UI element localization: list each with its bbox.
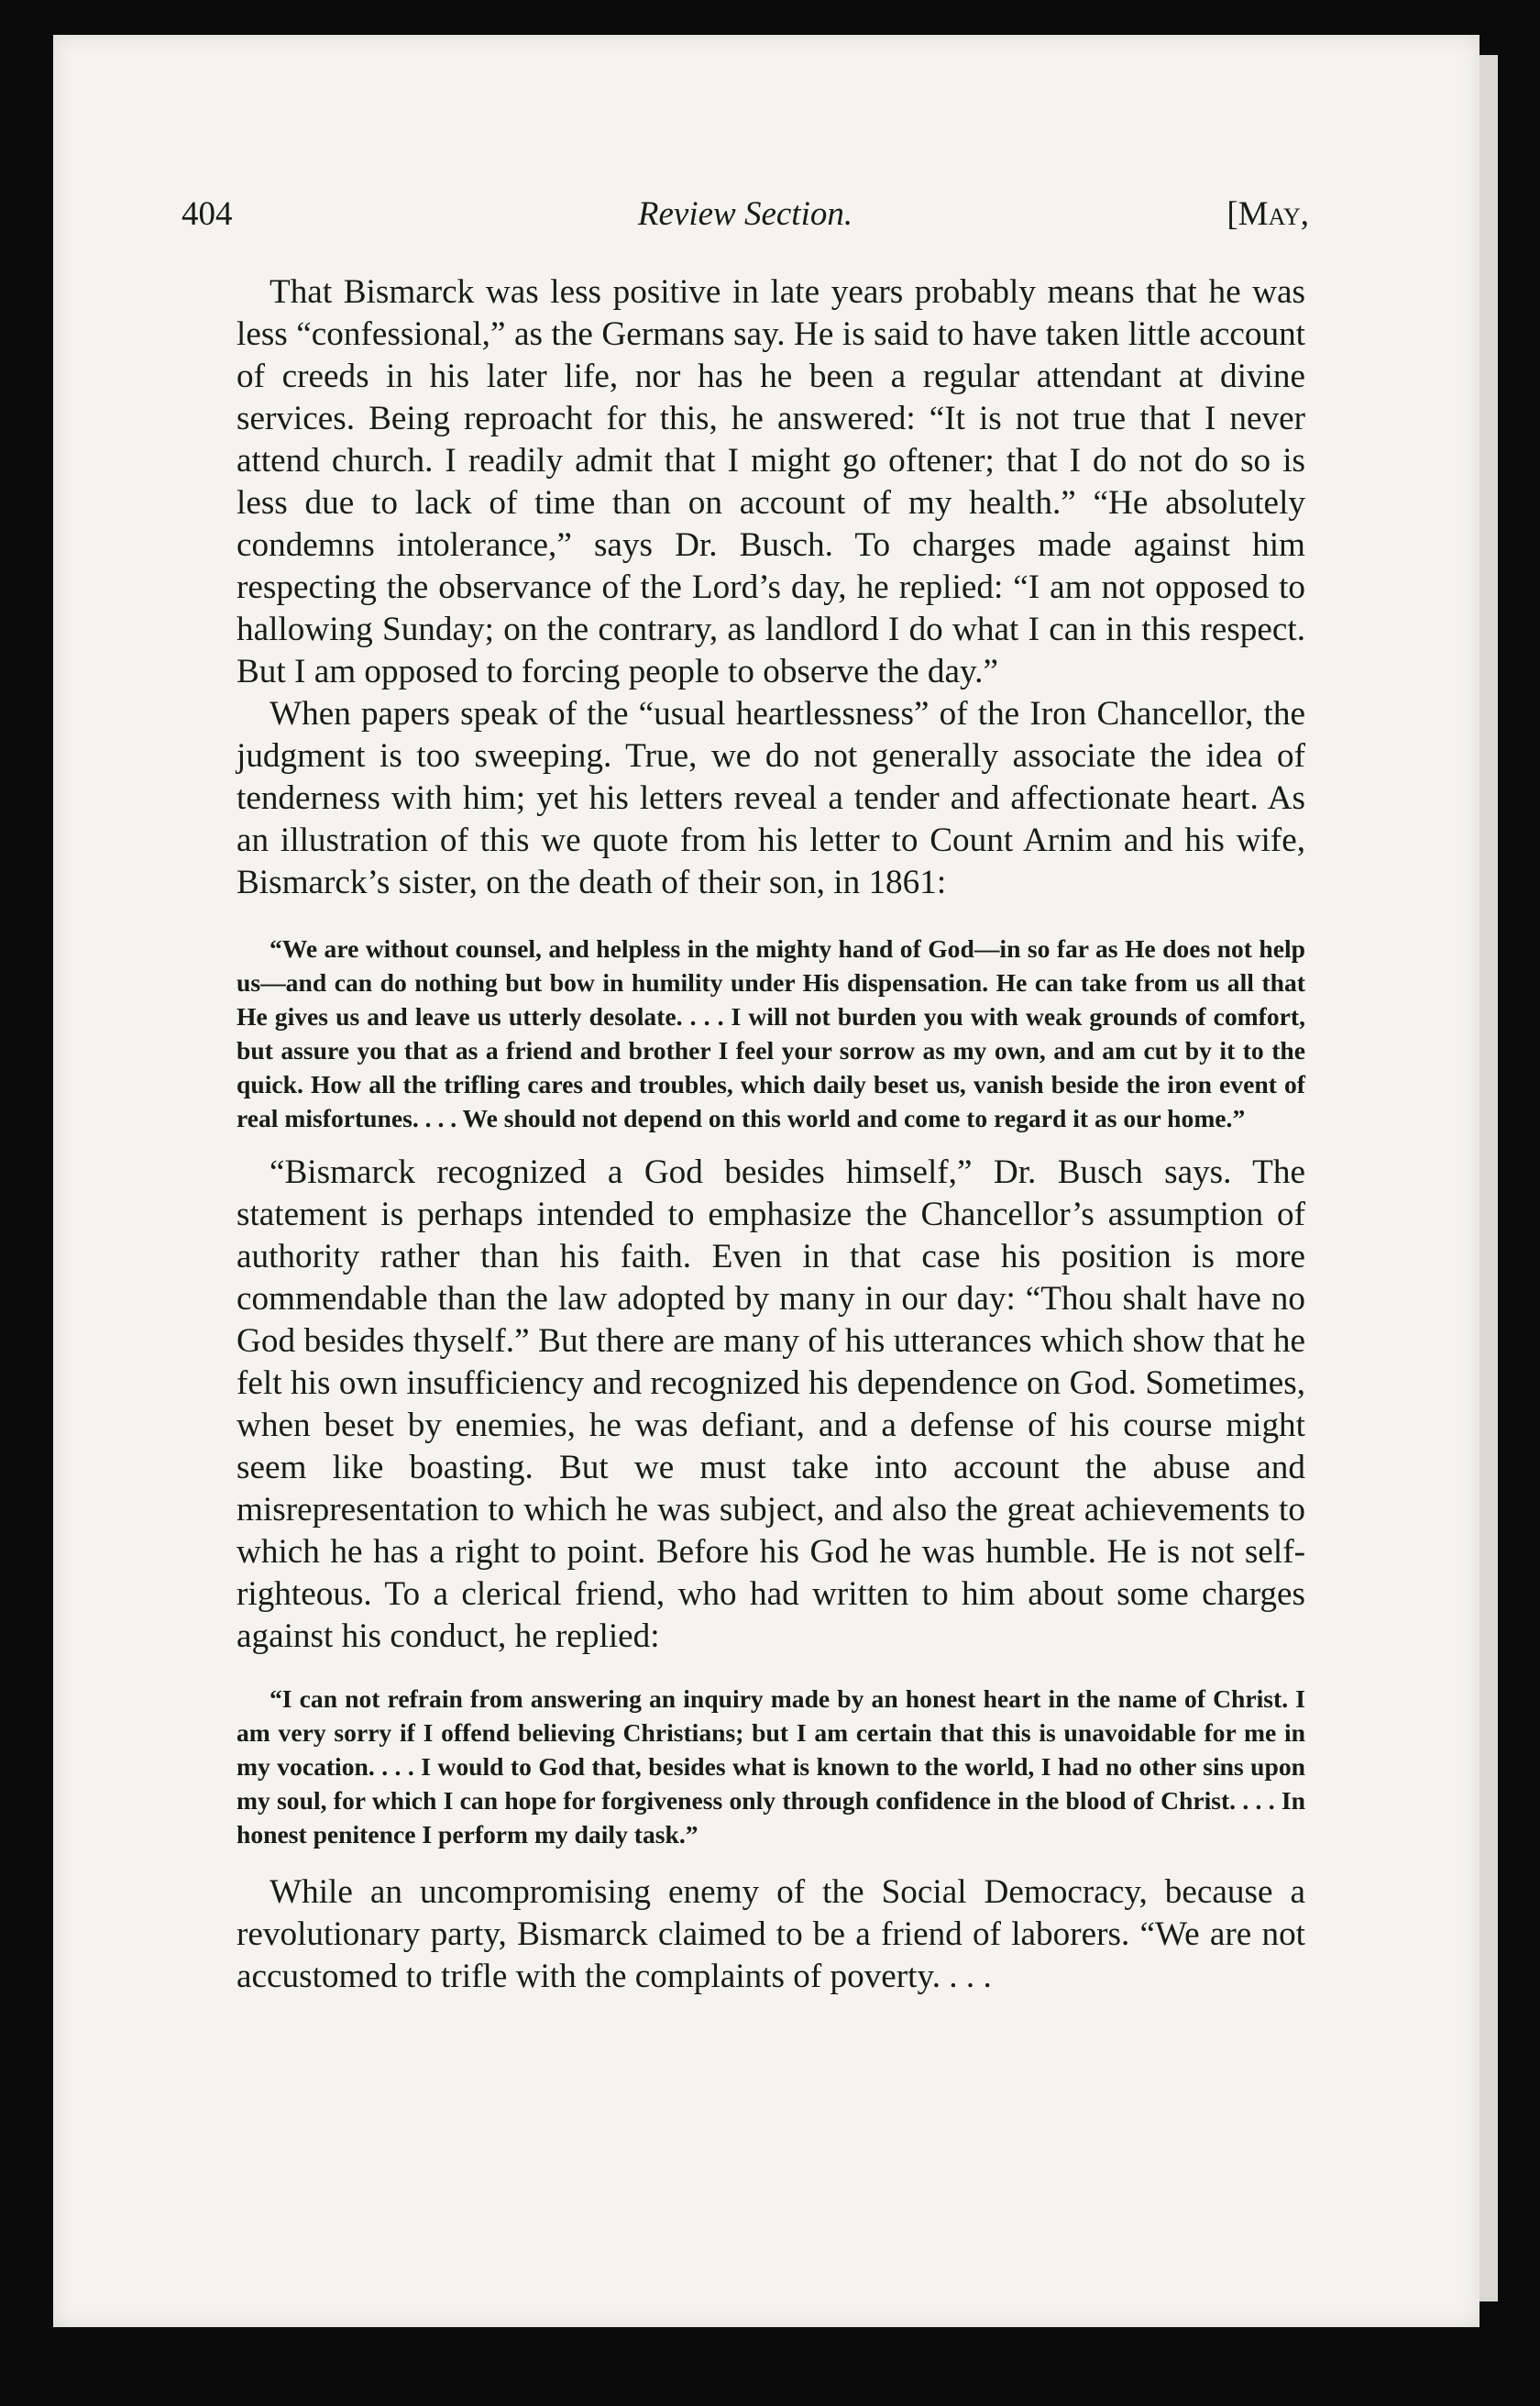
paragraph-god-besides-himself: “Bismarck recognized a God besides himself,” Dr. Busch says. The statement is perhaps intended to emphasize the Chancellor’s assumption of authority rather than his faith. Even in that case his position is more commendable than the law adopted by many in our day: “Thou shalt have no God besides thyself.” But there are many of his utterances which show that he felt his own insufficiency and recognized his dependence on God. Sometimes, when beset by enemies, he was defiant, and a defense of his course might seem like boasting. But we must take into account the abuse and misrepresentation to which he was subject, and also the great achievements to which he has a right to point. Before his God he was humble. He is not self-righteous. To a clerical friend, who had written to him about some charges against his conduct, he replied: <box>236 1153 1305 1655</box>
page-header <box>182 194 1309 249</box>
paragraph-tenderness: When papers speak of the “usual heartlessness” of the Iron Chancellor, the judgment is too sweeping. True, we do not generally associate the idea of tenderness with him; yet his letters reveal a tender and affectionate heart. As an illustration of this we quote from his letter to Count Arnim and his wife, Bismarck’s sister, on the death of their son, in 1861: <box>236 695 1305 901</box>
page-number: 404 <box>182 195 233 233</box>
page-body <box>236 271 1305 1998</box>
paragraph-social-democracy: While an uncompromising enemy of the Social Democracy, because a revolutionary party, Bismarck claimed to be a friend of laborers. “We are not accustomed to trifle with the complaints of poverty. . . . <box>236 1873 1305 1995</box>
block-quote-letter-arnim: “We are without counsel, and helpless in the mighty hand of God—in so far as He does not help us—and can do nothing but bow in humility under His dispensation. He can take from us all that He gives us and leave us utterly desolate. . . . I will not burden you with weak grounds of comfort, but assure you that as a friend and brother I feel your sorrow as my own, and am cut by it to the quick. How all the trifling cares and troubles, which daily beset us, vanish beside the iron event of real misfortunes. . . . We should not depend on this world and come to regard it as our home.” <box>236 934 1305 1132</box>
running-title: Review Section. <box>637 195 853 233</box>
next-page-edge <box>1480 55 1498 2301</box>
paragraph-church-attendance: That Bismarck was less positive in late years probably means that he was less “confessional,” as the Germans say. He is said to have taken little account of creeds in his later life, nor has he been a regular attendant at divine services. Being reproacht for this, he answered: “It is not true that I never attend church. I readily admit that I might go oftener; that I do not do so is less due to lack of time than on account of my health.” “He absolutely condemns intolerance,” says Dr. Busch. To charges made against him respecting the observance of the Lord’s day, he replied: “I am not opposed to hallowing Sunday; on the contrary, as landlord I do what I can in this respect. But I am opposed to forcing people to observe the day.” <box>236 273 1305 690</box>
running-month: [May, <box>1226 195 1309 233</box>
block-quote-clerical-friend: “I can not refrain from answering an inquiry made by an honest heart in the name of Christ. I am very sorry if I offend believing Christians; but I am certain that this is unavoidable for me in my vocation. . . . I would to God that, besides what is known to the world, I had no other sins upon my soul, for which I can hope for forgiveness only through confidence in the blood of Christ. . . . In honest penitence I perform my daily task.” <box>236 1684 1305 1849</box>
